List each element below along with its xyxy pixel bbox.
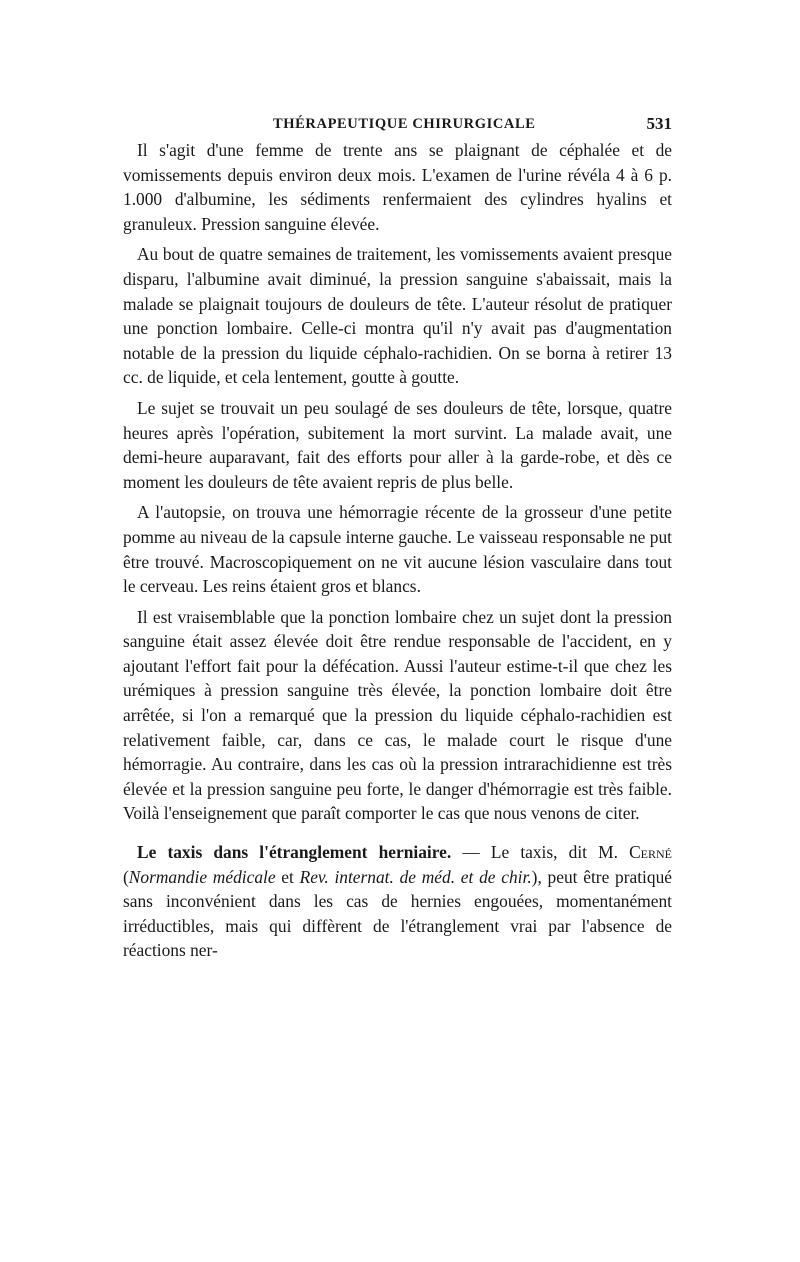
page-number: 531 <box>646 114 672 133</box>
paragraph-conclusion: Il est vraisemblable que la ponction lombaire chez un sujet dont la pression sanguine était assez élevée doit être rendue responsable de l'accident, en y ajoutant l'effort fait pour la défécation. Aussi l'auteur estime-t-il que chez les urémiques à pression sanguine très élevée, la ponction lombaire doit être arrêtée, si l'on a remarqué que la pression du liquide céphalo-rachidien est relativement faible, car, dans ce cas, le malade court le risque d'une hémorragie. Au contraire, dans les cas où la pression intrarachidienne est très élevée et la pression sanguine peu forte, le danger d'hémorragie est très faible. Voilà l'enseignement que paraît comporter le cas que nous venons de citer. <box>123 606 672 824</box>
section-taxis <box>123 840 672 963</box>
paragraph-autopsy: A l'autopsie, on trouva une hémorragie récente de la grosseur d'une petite pomme au niveau de la capsule interne gauche. Le vaisseau responsable ne put être trouvé. Macroscopiquement on ne vit aucune lésion vasculaire dans tout le cerveau. Les reins étaient gros et blancs. <box>123 502 672 597</box>
source-normandie: Normandie médicale <box>128 866 276 887</box>
section-title: Le taxis dans l'étranglement herniaire. <box>137 842 452 863</box>
paragraph-death: Le sujet se trouvait un peu soulagé de ses douleurs de tête, lorsque, quatre heures après l'opération, subitement la mort survint. La malade avait, une demi-heure auparavant, fait des efforts pour aller à la garde-robe, et dès ce moment les douleurs de tête avaient repris de plus belle. <box>123 397 672 492</box>
book-page <box>123 108 672 969</box>
source-revue: Rev. internat. de méd. et de chir. <box>299 866 532 887</box>
section-intro-text: — Le taxis, dit M. <box>451 842 630 863</box>
running-title: THÉRAPEUTIQUE CHIRURGICALE <box>273 116 536 132</box>
author-name: Cerné <box>629 842 672 863</box>
conjunction: et <box>275 866 300 887</box>
running-header <box>123 108 672 138</box>
paragraph-treatment: Au bout de quatre semaines de traitement, les vomissements avaient presque disparu, l'albumine avait diminué, la pression sanguine s'abaissait, mais la malade se plaignait toujours de douleurs de tête. L'auteur résolut de pratiquer une ponction lombaire. Celle-ci montra qu'il n'y avait pas d'augmentation notable de la pression du liquide céphalo-rachidien. On se borna à retirer 13 cc. de liquide, et cela lentement, goutte à goutte. <box>123 244 672 388</box>
section-body-text: ), peut être pratiqué sans inconvénient dans les cas de hernies engouées, momentanément irréductibles, mais qui diffèrent de l'étranglement vrai par l'absence de réactions ner- <box>123 866 672 961</box>
paren-open: ( <box>123 866 129 887</box>
paragraph-case-description: Il s'agit d'une femme de trente ans se plaignant de céphalée et de vomissements depuis environ deux mois. L'examen de l'urine révéla 4 à 6 p. 1.000 d'albumine, les sédiments renfermaient des cylindres hyalins et granuleux. Pression sanguine élevée. <box>123 140 672 234</box>
